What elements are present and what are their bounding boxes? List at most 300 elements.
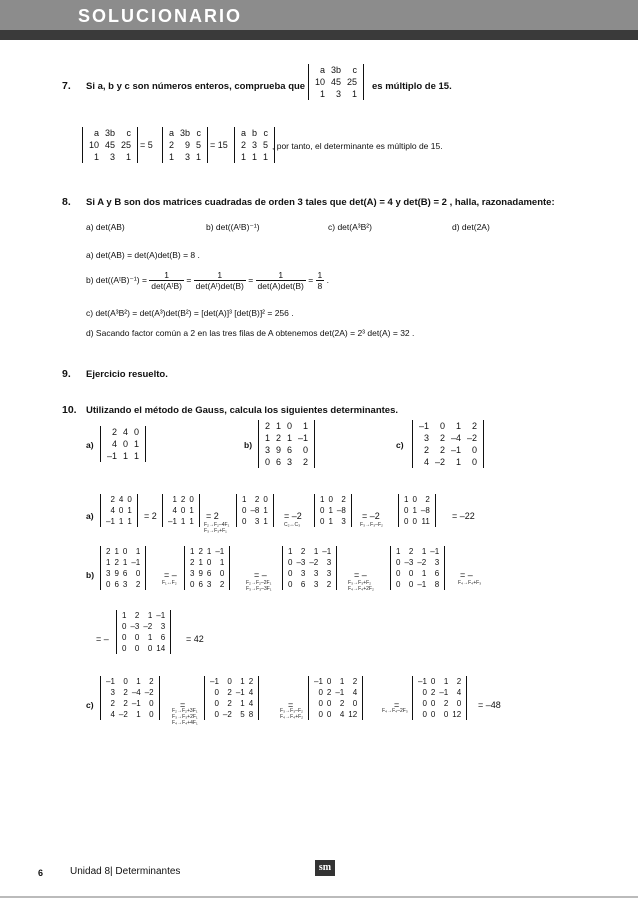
matrix-cell: 0 bbox=[122, 547, 128, 556]
matrix-cell: 2 bbox=[440, 433, 446, 443]
matrix-cell: 2 bbox=[303, 457, 309, 467]
q10-b-sol-label: b) bbox=[86, 570, 95, 580]
matrix-cell: 1 bbox=[206, 547, 212, 556]
q10-matrix-B bbox=[258, 420, 315, 468]
q10-c-ann1c: F₄→F₄+4F₁ bbox=[172, 720, 198, 726]
matrix-cell: 0 bbox=[190, 580, 195, 589]
matrix-cell: 0 bbox=[189, 495, 194, 504]
matrix-cell: 6 bbox=[276, 457, 282, 467]
matrix-cell: 2 bbox=[198, 547, 203, 556]
matrix-cell: –1 bbox=[322, 547, 332, 556]
matrix-cell: –1 bbox=[417, 580, 427, 589]
matrix-cell: 3 bbox=[122, 580, 128, 589]
q10-a-ann1: F₂→F₂–4F₁ bbox=[204, 522, 230, 528]
matrix-cell: 0 bbox=[320, 517, 325, 526]
matrix-cell: 1 bbox=[263, 506, 268, 515]
matrix-cell: 1 bbox=[122, 611, 127, 620]
matrix-cell: 0 bbox=[404, 506, 409, 515]
matrix-cell: 0 bbox=[318, 710, 323, 719]
matrix-cell: 0 bbox=[472, 457, 478, 467]
q10-b-eq1: = – bbox=[164, 570, 177, 580]
matrix-cell: –1 bbox=[106, 517, 115, 526]
matrix-cell: 1 bbox=[288, 547, 293, 556]
matrix-cell: 0 bbox=[443, 710, 449, 719]
matrix-cell: 2 bbox=[424, 445, 430, 455]
matrix-cell: 0 bbox=[320, 506, 325, 515]
matrix-cell: 0 bbox=[456, 699, 462, 708]
q8-b-f1-den: det(AᵗB) bbox=[151, 281, 182, 291]
matrix-cell: –1 bbox=[418, 677, 427, 686]
matrix-cell: 1 bbox=[127, 517, 132, 526]
q10-a-step1 bbox=[100, 494, 138, 527]
matrix-cell: 1 bbox=[303, 421, 309, 431]
q7-matrix-2 bbox=[162, 127, 208, 163]
matrix-cell: 12 bbox=[348, 710, 358, 719]
q10-b-step4 bbox=[390, 546, 445, 590]
q8-answer-a: a) det(AB) = det(A)det(B) = 8 . bbox=[86, 250, 200, 260]
matrix-cell: 0 bbox=[134, 644, 140, 653]
q10-a-ann2: C₂↔C₃ bbox=[284, 522, 301, 528]
q10-a-eq5: = –2 bbox=[362, 511, 380, 521]
matrix-cell: 0 bbox=[303, 445, 309, 455]
matrix-cell: 9 bbox=[276, 445, 282, 455]
matrix-cell: 2 bbox=[227, 699, 232, 708]
matrix-cell: 0 bbox=[127, 495, 132, 504]
matrix-cell: 6 bbox=[198, 580, 203, 589]
matrix-cell: 1 bbox=[135, 547, 141, 556]
q10-a-eq3: = 2 bbox=[206, 511, 219, 521]
q8-statement: Si A y B son dos matrices cuadradas de orden 3 tales que det(A) = 4 y det(B) = 2 , halla, razonadamente: bbox=[86, 197, 555, 208]
matrix-cell: 4 bbox=[118, 495, 124, 504]
matrix-cell: –4 bbox=[131, 688, 141, 697]
matrix-cell: 1 bbox=[241, 152, 247, 162]
footer-unit: Unidad 8| Determinantes bbox=[70, 866, 181, 877]
matrix-cell: 4 bbox=[456, 688, 462, 697]
matrix-cell: 1 bbox=[263, 517, 268, 526]
matrix-cell: –1 bbox=[168, 517, 177, 526]
matrix-cell: 2 bbox=[326, 688, 332, 697]
matrix-cell: c bbox=[196, 128, 202, 138]
matrix-cell: 2 bbox=[227, 688, 232, 697]
q9-number: 9. bbox=[62, 368, 71, 380]
matrix-cell: 4 bbox=[248, 699, 254, 708]
matrix-cell: –1 bbox=[107, 451, 118, 461]
matrix-cell: 2 bbox=[106, 547, 111, 556]
matrix-cell: 6 bbox=[160, 633, 166, 642]
matrix-cell: –2 bbox=[118, 710, 128, 719]
matrix-cell: 0 bbox=[123, 439, 129, 449]
matrix-cell: –8 bbox=[250, 506, 260, 515]
matrix-cell: 1 bbox=[421, 569, 427, 578]
q10-b-eq5: = – bbox=[96, 634, 109, 644]
matrix-cell: 3b bbox=[105, 128, 116, 138]
q10-b-eq2: = – bbox=[254, 570, 267, 580]
matrix-cell: 3 bbox=[313, 580, 319, 589]
matrix-cell: 3 bbox=[185, 152, 191, 162]
q7-conclusion: , por tanto, el determinante es múltiplo de 15. bbox=[272, 141, 443, 151]
q10-c-step2 bbox=[204, 676, 259, 720]
q8-b-f4-den: 8 bbox=[317, 281, 323, 291]
matrix-cell: 0 bbox=[106, 580, 111, 589]
q10-b-ann4: F₄→F₄+F₃ bbox=[458, 580, 482, 586]
matrix-cell: 2 bbox=[339, 699, 345, 708]
q8-option-b: b) det((AᵗB)⁻¹) bbox=[206, 222, 260, 232]
matrix-cell: 5 bbox=[263, 140, 269, 150]
matrix-cell: 0 bbox=[214, 688, 219, 697]
matrix-cell: –8 bbox=[336, 506, 346, 515]
matrix-cell: 1 bbox=[404, 495, 409, 504]
matrix-cell: 0 bbox=[404, 517, 409, 526]
matrix-cell: –1 bbox=[451, 445, 462, 455]
matrix-cell: –1 bbox=[314, 677, 323, 686]
matrix-cell: 0 bbox=[242, 517, 247, 526]
q10-a-result: = –22 bbox=[452, 511, 475, 521]
matrix-cell: 0 bbox=[180, 506, 186, 515]
matrix-cell: 2 bbox=[248, 677, 254, 686]
matrix-cell: –4 bbox=[451, 433, 462, 443]
matrix-cell: 10 bbox=[315, 77, 326, 87]
matrix-cell: a bbox=[169, 128, 175, 138]
matrix-cell: 3 bbox=[287, 457, 293, 467]
matrix-cell: 2 bbox=[472, 421, 478, 431]
matrix-cell: 3b bbox=[180, 128, 191, 138]
footer-divider bbox=[0, 896, 638, 898]
matrix-cell: a bbox=[320, 65, 326, 75]
matrix-cell: a bbox=[241, 128, 247, 138]
matrix-cell: 1 bbox=[456, 457, 462, 467]
matrix-cell: –1 bbox=[430, 547, 440, 556]
matrix-cell: 6 bbox=[287, 445, 293, 455]
matrix-cell: 2 bbox=[135, 580, 141, 589]
matrix-cell: 0 bbox=[430, 699, 436, 708]
matrix-cell: 0 bbox=[122, 644, 127, 653]
q8-b-f3-den: det(A)det(B) bbox=[257, 281, 304, 291]
matrix-cell: 0 bbox=[422, 699, 427, 708]
q10-b-ann2: F₂→F₂–2F₁ bbox=[246, 580, 272, 586]
matrix-cell: 25 bbox=[121, 140, 132, 150]
matrix-cell: –2 bbox=[309, 558, 319, 567]
matrix-cell: 0 bbox=[265, 457, 271, 467]
q10-number: 10. bbox=[62, 404, 77, 416]
q8-option-d: d) det(2A) bbox=[452, 222, 490, 232]
matrix-cell: 1 bbox=[147, 611, 153, 620]
matrix-cell: 1 bbox=[328, 506, 333, 515]
q10-label-c: c) bbox=[396, 440, 404, 450]
matrix-cell: 8 bbox=[248, 710, 254, 719]
matrix-cell: 2 bbox=[123, 688, 128, 697]
matrix-cell: 0 bbox=[422, 710, 427, 719]
q10-statement: Utilizando el método de Gauss, calcula los siguientes determinantes. bbox=[86, 405, 398, 416]
q7-matrix-1 bbox=[82, 127, 138, 163]
matrix-cell: 1 bbox=[320, 89, 326, 99]
q8-option-c: c) det(A³B²) bbox=[328, 222, 372, 232]
matrix-cell: 4 bbox=[339, 710, 345, 719]
q10-c-ann1: F₂→F₂+3F₁ bbox=[172, 708, 198, 714]
matrix-cell: 4 bbox=[110, 710, 115, 719]
matrix-cell: 2 bbox=[110, 699, 115, 708]
matrix-cell: 5 bbox=[196, 140, 202, 150]
matrix-cell: 2 bbox=[443, 699, 449, 708]
matrix-cell: 3 bbox=[300, 569, 306, 578]
q10-b-eq3: = – bbox=[354, 570, 367, 580]
matrix-cell: 6 bbox=[300, 580, 306, 589]
matrix-cell: 1 bbox=[94, 152, 100, 162]
matrix-cell: 0 bbox=[122, 622, 127, 631]
matrix-cell: 1 bbox=[134, 439, 140, 449]
matrix-cell: 2 bbox=[219, 580, 225, 589]
matrix-cell: 0 bbox=[318, 699, 323, 708]
q10-b-step5 bbox=[116, 610, 171, 654]
matrix-cell: 2 bbox=[169, 140, 175, 150]
q7-statement-tail: es múltiplo de 15. bbox=[372, 81, 452, 92]
matrix-cell: 3 bbox=[265, 445, 271, 455]
matrix-cell: 3b bbox=[331, 65, 342, 75]
q10-a-ann3: F₃→F₃–F₂ bbox=[360, 522, 383, 528]
matrix-cell: 4 bbox=[110, 506, 115, 515]
matrix-cell: –2 bbox=[467, 433, 478, 443]
matrix-cell: 3 bbox=[110, 152, 116, 162]
matrix-cell: 3 bbox=[160, 622, 166, 631]
matrix-cell: –3 bbox=[130, 622, 140, 631]
q10-c-ann2: F₃→F₃–F₂ bbox=[280, 708, 303, 714]
matrix-cell: –1 bbox=[419, 421, 430, 431]
q10-b-ann1: F₁↔F₂ bbox=[162, 580, 177, 586]
matrix-cell: 45 bbox=[331, 77, 342, 87]
q10-b-step1 bbox=[100, 546, 146, 590]
matrix-cell: 1 bbox=[320, 495, 325, 504]
q10-c-ann3: F₄→F₄–2F₃ bbox=[382, 708, 408, 714]
matrix-cell: 0 bbox=[287, 421, 293, 431]
matrix-cell: 1 bbox=[219, 558, 225, 567]
matrix-cell: 2 bbox=[408, 547, 414, 556]
matrix-cell: 1 bbox=[136, 677, 141, 686]
q10-c-eq3: = bbox=[394, 700, 400, 710]
matrix-cell: 4 bbox=[248, 688, 254, 697]
matrix-cell: 25 bbox=[347, 77, 358, 87]
matrix-cell: 2 bbox=[241, 140, 247, 150]
q7-statement: Si a, b y c son números enteros, comprueba que bbox=[86, 81, 306, 92]
q10-c-eq1: = bbox=[180, 700, 186, 710]
matrix-cell: 0 bbox=[412, 517, 417, 526]
q10-a-step2 bbox=[162, 494, 200, 527]
matrix-cell: 4 bbox=[424, 457, 430, 467]
matrix-cell: 0 bbox=[219, 569, 225, 578]
q8-b-label: b) det((AᵗB)⁻¹) = bbox=[86, 274, 147, 285]
matrix-cell: 0 bbox=[396, 580, 401, 589]
matrix-cell: 2 bbox=[300, 547, 306, 556]
matrix-cell: 0 bbox=[408, 569, 414, 578]
q10-c-ann1b: F₃→F₃+2F₁ bbox=[172, 714, 198, 720]
matrix-cell: –2 bbox=[417, 558, 427, 567]
q8-number: 8. bbox=[62, 196, 71, 208]
matrix-cell: 9 bbox=[185, 140, 191, 150]
q9-statement: Ejercicio resuelto. bbox=[86, 369, 168, 380]
matrix-cell: 1 bbox=[198, 558, 203, 567]
matrix-cell: 1 bbox=[287, 433, 293, 443]
matrix-cell: 10 bbox=[89, 140, 100, 150]
matrix-cell: 1 bbox=[396, 547, 401, 556]
q10-c-step1 bbox=[100, 676, 160, 720]
matrix-cell: 0 bbox=[440, 421, 446, 431]
q10-label-b: b) bbox=[244, 440, 253, 450]
matrix-cell: 3 bbox=[326, 569, 332, 578]
matrix-cell: 1 bbox=[190, 547, 195, 556]
matrix-cell: 3 bbox=[190, 569, 195, 578]
matrix-cell: 2 bbox=[123, 699, 128, 708]
matrix-cell: –2 bbox=[143, 622, 153, 631]
matrix-cell: 9 bbox=[198, 569, 203, 578]
header-title: SOLUCIONARIO bbox=[78, 6, 243, 26]
q8-b-f1-num: 1 bbox=[149, 270, 184, 281]
matrix-cell: 0 bbox=[288, 580, 293, 589]
matrix-cell: 1 bbox=[136, 710, 141, 719]
matrix-cell: 0 bbox=[408, 580, 414, 589]
q8-b-f2-den: det(Aᵗ)det(B) bbox=[195, 281, 244, 291]
matrix-cell: 1 bbox=[412, 506, 417, 515]
matrix-cell: 4 bbox=[172, 506, 177, 515]
q10-c-ann2b: F₄→F₄+F₂ bbox=[280, 714, 304, 720]
matrix-cell: 2 bbox=[180, 495, 186, 504]
matrix-cell: 0 bbox=[149, 710, 154, 719]
matrix-cell: –1 bbox=[298, 433, 309, 443]
matrix-cell: 1 bbox=[252, 152, 258, 162]
matrix-cell: –1 bbox=[215, 547, 225, 556]
q10-c-result: = –48 bbox=[478, 700, 501, 710]
q10-label-a: a) bbox=[86, 440, 94, 450]
matrix-cell: 1 bbox=[352, 89, 358, 99]
matrix-cell: 9 bbox=[114, 569, 119, 578]
matrix-cell: 1 bbox=[328, 517, 333, 526]
q7-number: 7. bbox=[62, 80, 71, 92]
matrix-cell: 0 bbox=[118, 506, 124, 515]
matrix-cell: 3 bbox=[106, 569, 111, 578]
matrix-cell: 0 bbox=[242, 506, 247, 515]
matrix-cell: 3 bbox=[252, 140, 258, 150]
matrix-cell: c bbox=[352, 65, 358, 75]
q7-eq1: = 5 bbox=[140, 140, 153, 150]
q10-a-eq2: = 2 bbox=[144, 511, 157, 521]
matrix-cell: 6 bbox=[434, 569, 440, 578]
matrix-cell: 0 bbox=[412, 495, 417, 504]
matrix-cell: 2 bbox=[134, 611, 140, 620]
q8-answer-d: d) Sacando factor común a 2 en las tres filas de A obtenemos det(2A) = 2³ det(A) = 32 . bbox=[86, 328, 415, 338]
matrix-cell: 1 bbox=[242, 495, 247, 504]
matrix-cell: 1 bbox=[339, 677, 345, 686]
matrix-cell: –2 bbox=[222, 710, 232, 719]
matrix-cell: –1 bbox=[335, 688, 345, 697]
matrix-cell: 0 bbox=[122, 633, 127, 642]
q8-option-a: a) det(AB) bbox=[86, 222, 125, 232]
matrix-cell: 1 bbox=[276, 421, 282, 431]
matrix-cell: 3 bbox=[313, 569, 319, 578]
matrix-cell: 4 bbox=[123, 427, 129, 437]
matrix-cell: 3 bbox=[424, 433, 430, 443]
matrix-cell: 0 bbox=[422, 688, 427, 697]
matrix-cell: 2 bbox=[341, 495, 346, 504]
matrix-cell: 1 bbox=[134, 451, 140, 461]
q10-b-step2 bbox=[184, 546, 230, 590]
matrix-cell: 3 bbox=[341, 517, 346, 526]
matrix-cell: 0 bbox=[352, 699, 358, 708]
matrix-cell: 0 bbox=[134, 427, 140, 437]
matrix-cell: 0 bbox=[147, 644, 153, 653]
matrix-cell: 0 bbox=[263, 495, 268, 504]
matrix-cell: 3 bbox=[336, 89, 342, 99]
matrix-cell: 3 bbox=[326, 558, 332, 567]
matrix-cell: 2 bbox=[326, 580, 332, 589]
matrix-cell: 1 bbox=[443, 677, 449, 686]
matrix-cell: 0 bbox=[288, 569, 293, 578]
matrix-cell: 3 bbox=[254, 517, 260, 526]
matrix-cell: 6 bbox=[114, 580, 119, 589]
matrix-cell: 1 bbox=[189, 506, 194, 515]
matrix-cell: 2 bbox=[425, 495, 430, 504]
matrix-cell: 1 bbox=[123, 451, 129, 461]
q10-b-ann3b: F₄→F₄+2F₂ bbox=[348, 586, 374, 592]
matrix-cell: 0 bbox=[328, 495, 333, 504]
matrix-cell: 1 bbox=[180, 517, 186, 526]
matrix-cell: 0 bbox=[318, 688, 323, 697]
matrix-cell: 4 bbox=[352, 688, 358, 697]
matrix-cell: 0 bbox=[396, 558, 401, 567]
q7-eq2: = 15 bbox=[210, 140, 228, 150]
matrix-cell: 1 bbox=[106, 558, 111, 567]
matrix-cell: 4 bbox=[112, 439, 118, 449]
q7-matrix-0 bbox=[308, 64, 364, 100]
matrix-cell: 1 bbox=[126, 152, 132, 162]
footer-page-number: 6 bbox=[38, 868, 44, 878]
q8-b-f3-num: 1 bbox=[256, 270, 306, 281]
matrix-cell: 0 bbox=[396, 569, 401, 578]
matrix-cell: 0 bbox=[472, 445, 478, 455]
matrix-cell: 2 bbox=[456, 677, 462, 686]
matrix-cell: 0 bbox=[326, 677, 332, 686]
matrix-cell: 1 bbox=[114, 547, 119, 556]
matrix-cell: 0 bbox=[149, 699, 154, 708]
matrix-cell: 14 bbox=[156, 644, 166, 653]
matrix-cell: c bbox=[126, 128, 132, 138]
matrix-cell: 11 bbox=[421, 517, 430, 526]
matrix-cell: 1 bbox=[127, 506, 132, 515]
q10-b-ann3: F₃→F₃+F₂ bbox=[348, 580, 372, 586]
q10-b-ann2b: F₃→F₃–3F₁ bbox=[246, 586, 272, 592]
matrix-cell: 2 bbox=[276, 433, 282, 443]
matrix-cell: 2 bbox=[114, 558, 119, 567]
matrix-cell: 1 bbox=[240, 677, 245, 686]
q10-c-step3 bbox=[308, 676, 363, 720]
matrix-cell: 8 bbox=[434, 580, 440, 589]
q10-b-step3 bbox=[282, 546, 337, 590]
q10-a-sol-label: a) bbox=[86, 511, 94, 521]
matrix-cell: 3 bbox=[110, 688, 115, 697]
matrix-cell: 6 bbox=[206, 569, 212, 578]
matrix-cell: 12 bbox=[452, 710, 462, 719]
matrix-cell: –1 bbox=[131, 558, 141, 567]
matrix-cell: –3 bbox=[296, 558, 306, 567]
matrix-cell: –8 bbox=[420, 506, 430, 515]
q10-c-step4 bbox=[412, 676, 467, 720]
q8-answer-b: b) det((AᵗB)⁻¹) = $\frac{1}{\text{det(AᵗB)}}$ = $\frac{1}{\text{det(Aᵗ)det(B)}}$ = $\frac{1}{\det(A)\det(B)}$ = $\frac{1}{8}$ . bbox=[86, 270, 329, 291]
matrix-cell: 1 bbox=[240, 699, 245, 708]
matrix-cell: 2 bbox=[110, 495, 115, 504]
matrix-cell: 1 bbox=[456, 421, 462, 431]
matrix-cell: a bbox=[94, 128, 100, 138]
matrix-cell: –1 bbox=[439, 688, 449, 697]
matrix-cell: 1 bbox=[265, 433, 271, 443]
matrix-cell: 1 bbox=[147, 633, 153, 642]
matrix-cell: –1 bbox=[106, 677, 115, 686]
q8-b-f4-num: 1 bbox=[317, 270, 323, 280]
